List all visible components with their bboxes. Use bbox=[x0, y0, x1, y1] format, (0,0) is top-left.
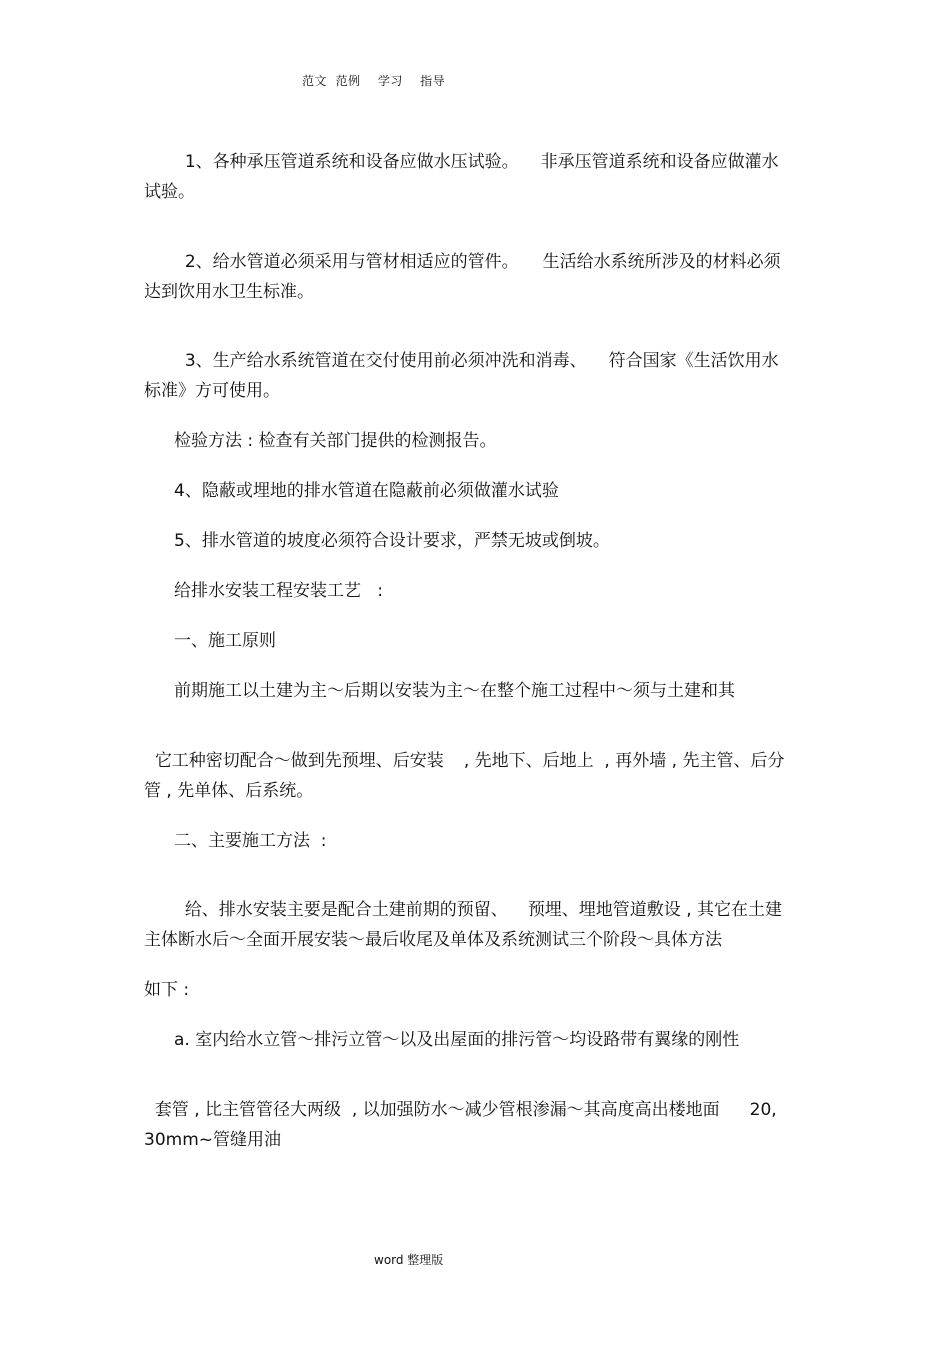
text-line bbox=[174, 880, 782, 920]
text-line bbox=[174, 132, 779, 172]
text-line: 如下 : bbox=[144, 980, 190, 1000]
text-segment: , 先地下、后地上 , 再外墙 , 先主管、后分 bbox=[463, 751, 785, 771]
text-segment: 2、给水管道必须采用与管材相适应的管件。 bbox=[184, 252, 519, 272]
text-line bbox=[174, 331, 779, 371]
text-segment: 20, bbox=[749, 1100, 777, 1120]
text-line: 4、隐蔽或埋地的排水管道在隐蔽前必须做灌水试验 bbox=[174, 481, 559, 501]
text-line: 前期施工以土建为主～后期以安装为主～在整个施工过程中～须与土建和其 bbox=[174, 681, 735, 701]
text-line: 一、施工原则 bbox=[174, 631, 276, 651]
text-segment: 1、各种承压管道系统和设备应做水压试验。 bbox=[184, 152, 519, 172]
text-line: 主体断水后～全面开展安装～最后收尾及单体及系统测试三个阶段～具体方法 bbox=[144, 930, 722, 950]
text-line: 二、主要施工方法 : bbox=[174, 831, 327, 851]
text-line: 检验方法 : 检查有关部门提供的检测报告。 bbox=[174, 431, 497, 451]
text-line bbox=[144, 731, 784, 771]
text-line: 达到饮用水卫生标准。 bbox=[144, 282, 314, 302]
text-line: 30mm~管缝用油 bbox=[144, 1130, 281, 1150]
text-segment: 套管 , 比主管管径大两级 , 以加强防水～减少管根渗漏～其高度高出楼地面 bbox=[154, 1100, 720, 1120]
text-segment: 生活给水系统所涉及的材料必须 bbox=[542, 252, 781, 272]
page-header: 范文 范例 学习 指导 bbox=[302, 74, 446, 88]
text-line: 标准》方可使用。 bbox=[144, 381, 280, 401]
text-segment: 预埋、埋地管道敷设 , 其它在土建 bbox=[527, 900, 783, 920]
page-footer: word 整理版 bbox=[374, 1253, 444, 1267]
text-segment: 给、排水安装主要是配合土建前期的预留、 bbox=[184, 900, 508, 920]
text-segment: 3、生产给水系统管道在交付使用前必须冲洗和消毒、 bbox=[184, 351, 587, 371]
text-segment: 非承压管道系统和设备应做灌水 bbox=[540, 152, 779, 172]
text-line: a. 室内给水立管～排污立管～以及出屋面的排污管～均设路带有翼缘的刚性 bbox=[174, 1030, 740, 1050]
text-line: 管 , 先单体、后系统。 bbox=[144, 781, 314, 801]
text-line: 5、排水管道的坡度必须符合设计要求，严禁无坡或倒坡。 bbox=[174, 531, 610, 551]
text-line: 试验。 bbox=[144, 182, 195, 202]
text-segment: 它工种密切配合～做到先预埋、后安装 bbox=[154, 751, 444, 771]
text-line bbox=[144, 1080, 777, 1120]
text-line: 给排水安装工程安装工艺 : bbox=[174, 581, 383, 601]
text-line bbox=[174, 232, 781, 272]
text-segment: 符合国家《生活饮用水 bbox=[608, 351, 779, 371]
